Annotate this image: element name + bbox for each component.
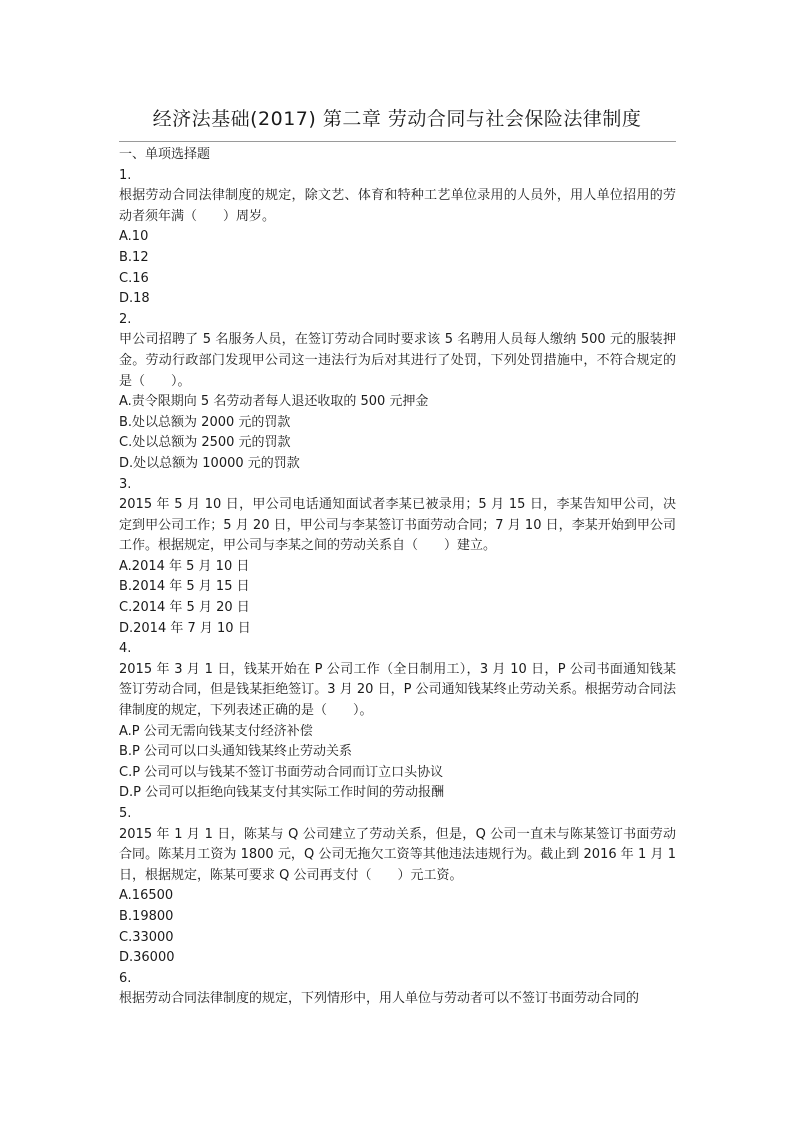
question-stem: 根据劳动合同法律制度的规定，下列情形中，用人单位与劳动者可以不签订书面劳动合同的	[119, 991, 640, 1007]
option-b: B.12	[119, 249, 149, 265]
question-number: 2.	[119, 311, 132, 327]
option-a: A.10	[119, 229, 149, 245]
option-a: A.责令限期向 5 名劳动者每人退还收取的 500 元押金	[119, 394, 429, 410]
option-d: D.P 公司可以拒绝向钱某支付其实际工作时间的劳动报酬	[119, 785, 445, 801]
option-a: A.P 公司无需向钱某支付经济补偿	[119, 723, 313, 739]
option-c: C.16	[119, 270, 149, 286]
question-number: 6.	[119, 970, 132, 986]
option-b: B.处以总额为 2000 元的罚款	[119, 414, 291, 430]
question-stem: 2015 年 3 月 1 日，钱某开始在 P 公司工作（全日制用工），3 月 10 日，P 公司书面通知钱某签订劳动合同，但是钱某拒绝签订。3 月 20 日，P 公司通知钱某终止劳动关系。根据劳动合同法律制度的规定，下列表述正确的是（ ）。	[119, 661, 676, 719]
option-c: C.33000	[119, 929, 174, 945]
option-a: A.2014 年 5 月 10 日	[119, 558, 250, 574]
question-5	[119, 804, 676, 969]
question-stem: 根据劳动合同法律制度的规定，除文艺、体育和特种工艺单位录用的人员外，用人单位招用的劳动者须年满（ ）周岁。	[119, 188, 676, 224]
question-1	[119, 166, 676, 310]
option-b: B.2014 年 5 月 15 日	[119, 579, 250, 595]
option-d: D.处以总额为 10000 元的罚款	[119, 455, 300, 471]
question-number: 3.	[119, 476, 132, 492]
question-3	[119, 475, 676, 640]
option-d: D.2014 年 7 月 10 日	[119, 620, 251, 636]
question-4	[119, 639, 676, 804]
option-c: C.2014 年 5 月 20 日	[119, 600, 250, 616]
option-b: B.P 公司可以口头通知钱某终止劳动关系	[119, 744, 353, 760]
option-d: D.36000	[119, 950, 175, 966]
question-6	[119, 969, 676, 1010]
question-list	[119, 145, 676, 1010]
question-stem: 2015 年 5 月 10 日，甲公司电话通知面试者李某已被录用；5 月 15 日，李某告知甲公司，决定到甲公司工作；5 月 20 日，甲公司与李某签订书面劳动合同；7 月 10 日，李某开始到甲公司工作。根据规定，甲公司与李某之间的劳动关系自（ ）建立。	[119, 497, 676, 554]
option-c: C.P 公司可以与钱某不签订书面劳动合同而订立口头协议	[119, 764, 444, 780]
page-title: 经济法基础(2017) 第二章 劳动合同与社会保险法律制度	[152, 108, 642, 130]
option-a: A.16500	[119, 888, 174, 904]
question-stem: 甲公司招聘了 5 名服务人员，在签订劳动合同时要求该 5 名聘用人员每人缴纳 500 元的服装押金。劳动行政部门发现甲公司这一违法行为后对其进行了处罚，下列处罚措施中，不符合规定的是（ ）。	[119, 332, 676, 389]
section-heading: 一、单项选择题	[119, 147, 211, 162]
question-number: 1.	[119, 167, 132, 183]
title-divider	[119, 141, 676, 142]
option-c: C.处以总额为 2500 元的罚款	[119, 435, 291, 451]
question-number: 5.	[119, 806, 132, 821]
question-stem: 2015 年 1 月 1 日，陈某与 Q 公司建立了劳动关系，但是，Q 公司一直未与陈某签订书面劳动合同。陈某月工资为 1800 元，Q 公司无拖欠工资等其他违法违规行为。截止到 2016 年 1 月 1 日，根据规定，陈某可要求 Q 公司再支付（ ）元工资。	[119, 826, 676, 883]
option-d: D.18	[119, 291, 150, 307]
option-b: B.19800	[119, 908, 174, 924]
question-2	[119, 310, 676, 475]
question-number: 4.	[119, 641, 132, 657]
